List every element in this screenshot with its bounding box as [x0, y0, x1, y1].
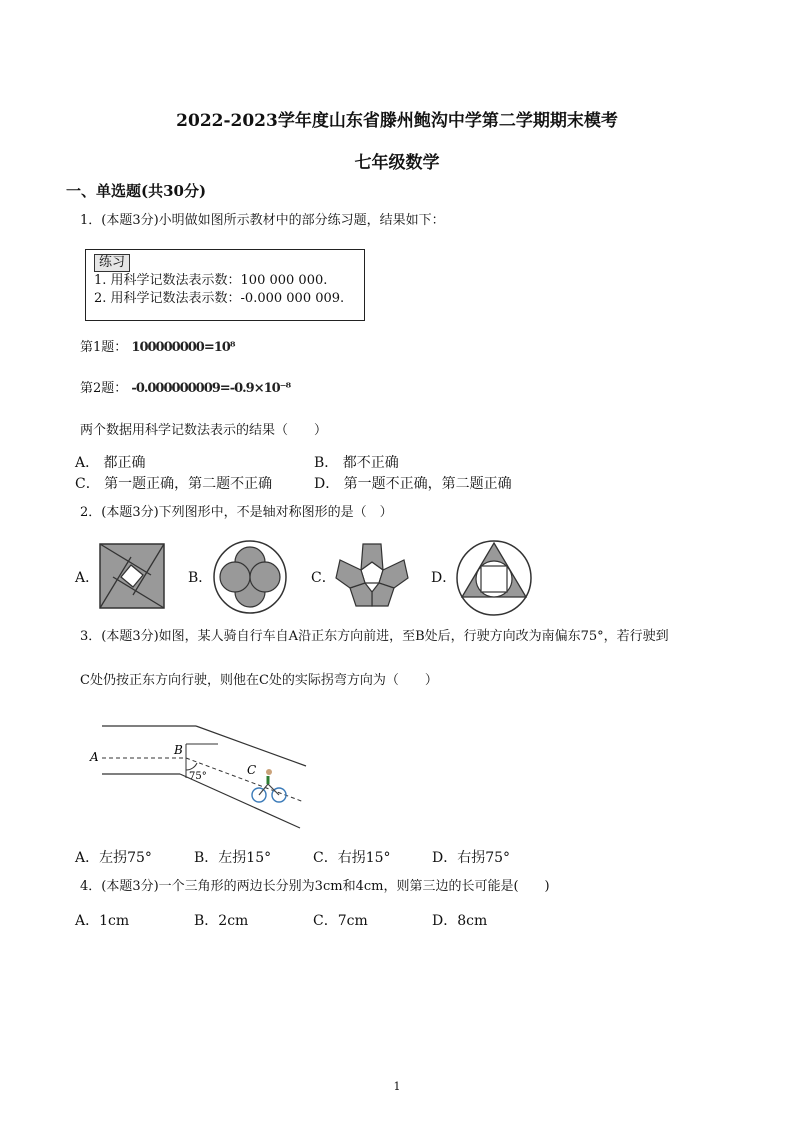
q1-ans2-label: 第2题：	[80, 381, 128, 396]
q3-stem-line2: C处仍按正东方向行驶，则他在C处的实际拐弯方向为（ ）	[80, 673, 438, 688]
q4-option-a[interactable]: A．1cm	[75, 913, 130, 929]
q1-ans2-value: -0.000000009=-0.9×10⁻⁸	[131, 381, 291, 396]
q1-option-c[interactable]: C． 第一题正确，第二题不正确	[75, 476, 273, 492]
q1-ans1-value: 100000000=10⁸	[131, 340, 235, 355]
q2-label-b: B．	[188, 570, 213, 586]
q2-figure-d[interactable]	[455, 539, 533, 617]
q1-option-b[interactable]: B． 都不正确	[314, 455, 399, 471]
q2-label-d: D．	[431, 570, 457, 586]
q3-road-edge	[196, 726, 306, 766]
q2c-pentagon	[372, 583, 394, 606]
q3-road-figure	[86, 718, 316, 834]
q1-answer-2	[80, 380, 290, 398]
q4-option-d[interactable]: D．8cm	[432, 913, 488, 929]
q1-option-a[interactable]: A． 都正确	[75, 455, 146, 471]
q2c-pentagon	[336, 560, 365, 588]
q2-figure-a[interactable]	[99, 543, 165, 609]
q1-option-d[interactable]: D． 第一题不正确，第二题正确	[314, 476, 512, 492]
page-title: 2022-2023学年度山东省滕州鲍沟中学第二学期期末模考	[176, 111, 618, 131]
q3-angle-label: 75°	[189, 771, 207, 782]
q1-answer-1	[80, 339, 235, 357]
section-title: 一、单选题(共30分)	[66, 182, 207, 200]
q3-label-c: C	[247, 763, 257, 777]
q3-label-a: A	[90, 750, 99, 764]
q1-exercise-box	[85, 249, 365, 321]
q3-option-b[interactable]: B．左拐15°	[194, 850, 272, 866]
q4-option-b[interactable]: B．2cm	[194, 913, 249, 929]
q1-box-tag: 练习	[94, 254, 130, 272]
q2b-petal	[250, 562, 280, 592]
bicycle-icon	[252, 769, 286, 802]
q2-label-a: A．	[75, 570, 100, 586]
q2-stem: 2．(本题3分)下列图形中，不是轴对称图形的是（ ）	[80, 505, 393, 520]
q1-prompt: 两个数据用科学记数法表示的结果（ ）	[80, 423, 328, 438]
q2-figure-c[interactable]	[334, 540, 410, 610]
q2-figure-b[interactable]	[212, 539, 288, 615]
q3-angle-arc	[186, 763, 197, 770]
q3-option-d[interactable]: D．右拐75°	[432, 850, 511, 866]
q3-label-b: B	[174, 743, 183, 757]
q1-stem: 1．(本题3分)小明做如图所示教材中的部分练习题，结果如下：	[80, 213, 445, 228]
q3-option-a[interactable]: A．左拐75°	[75, 850, 152, 866]
page-subtitle: 七年级数学	[354, 153, 440, 173]
q4-stem: 4．(本题3分)一个三角形的两边长分别为3cm和4cm，则第三边的长可能是( )	[80, 879, 550, 894]
q2c-pentagon	[379, 560, 408, 588]
q4-option-c[interactable]: C．7cm	[313, 913, 368, 929]
q2d-square	[481, 566, 507, 592]
page-number: 1	[393, 1080, 401, 1093]
q1-box-line2: 2. 用科学记数法表示数：-0.000 000 009.	[94, 291, 345, 306]
q1-box-line1: 1. 用科学记数法表示数：100 000 000.	[94, 273, 328, 288]
q2b-petal	[220, 562, 250, 592]
q2-label-c: C．	[311, 570, 336, 586]
q3-stem-line1: 3．(本题3分)如图，某人骑自行车自A沿正东方向前进，至B处后，行驶方向改为南偏东75°，若行驶到	[80, 629, 669, 644]
q1-ans1-label: 第1题：	[80, 340, 128, 355]
q3-option-c[interactable]: C．右拐15°	[313, 850, 391, 866]
